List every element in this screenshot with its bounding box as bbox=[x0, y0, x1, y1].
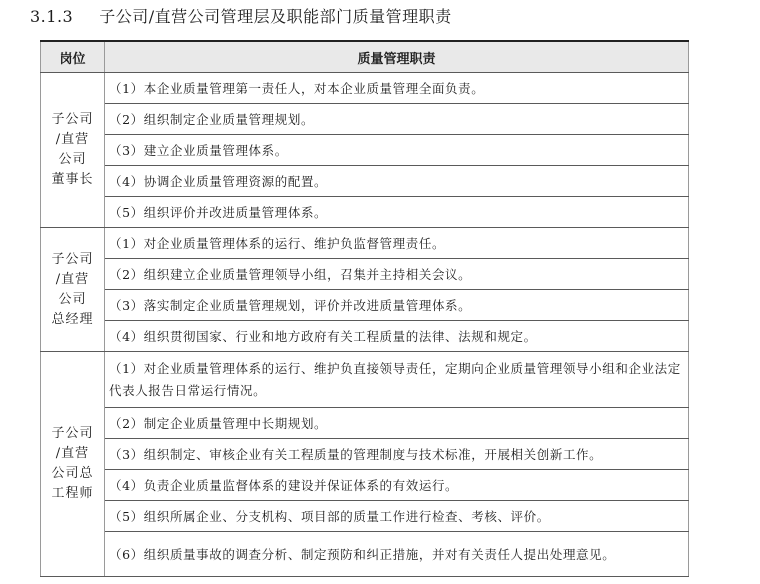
duty-cell: （3）落实制定企业质量管理规划，评价并改进质量管理体系。 bbox=[105, 290, 689, 321]
duty-cell: （2）组织制定企业质量管理规划。 bbox=[105, 104, 689, 135]
table-row bbox=[41, 439, 689, 470]
role-line: 公司总 bbox=[51, 466, 94, 481]
duty-cell: （4）组织贯彻国家、行业和地方政府有关工程质量的法律、法规和规定。 bbox=[105, 321, 689, 352]
role-line: /直营 bbox=[55, 446, 90, 461]
duty-cell: （5）组织所属企业、分支机构、项目部的质量工作进行检查、考核、评价。 bbox=[105, 501, 689, 532]
role-line: 工程师 bbox=[51, 486, 94, 501]
table-row bbox=[41, 501, 689, 532]
role-line: /直营 bbox=[55, 132, 90, 147]
table-row bbox=[41, 290, 689, 321]
table-row bbox=[41, 259, 689, 290]
section-number: 3.1.3 bbox=[30, 7, 74, 26]
role-line: 董事长 bbox=[51, 172, 94, 187]
duty-cell: （4）协调企业质量管理资源的配置。 bbox=[105, 166, 689, 197]
duty-cell: （3）建立企业质量管理体系。 bbox=[105, 135, 689, 166]
role-line: 公司 bbox=[58, 291, 87, 307]
duty-cell: （4）负责企业质量监督体系的建设并保证体系的有效运行。 bbox=[105, 470, 689, 501]
table-row bbox=[41, 352, 689, 408]
role-line: 子公司 bbox=[51, 112, 94, 127]
table-header-row bbox=[41, 41, 689, 73]
table-row bbox=[41, 470, 689, 501]
role-cell-chief-engineer bbox=[41, 352, 105, 577]
role-line: 公司 bbox=[58, 152, 87, 167]
section-heading bbox=[30, 3, 452, 31]
table-row bbox=[41, 197, 689, 228]
table-row bbox=[41, 135, 689, 166]
duty-cell: （1）本企业质量管理第一责任人，对本企业质量管理全面负责。 bbox=[105, 73, 689, 104]
duty-cell: （1）对企业质量管理体系的运行、维护负直接领导责任，定期向企业质量管理领导小组和企业法定代表人报告日常运行情况。 bbox=[105, 352, 689, 408]
duty-cell: （3）组织制定、审核企业有关工程质量的管理制度与技术标准，开展相关创新工作。 bbox=[105, 439, 689, 470]
role-cell-general-manager bbox=[41, 228, 105, 352]
duty-cell: （2）组织建立企业质量管理领导小组，召集并主持相关会议。 bbox=[105, 259, 689, 290]
role-line: /直营 bbox=[55, 271, 90, 287]
role-cell-chairman bbox=[41, 73, 105, 228]
table-row bbox=[41, 104, 689, 135]
table-row bbox=[41, 228, 689, 259]
responsibility-table bbox=[40, 40, 689, 577]
duties-header: 质量管理职责 bbox=[105, 41, 689, 73]
table-row bbox=[41, 166, 689, 197]
duty-cell: （1）对企业质量管理体系的运行、维护负监督管理责任。 bbox=[105, 228, 689, 259]
table-row bbox=[41, 408, 689, 439]
section-title: 子公司/直营公司管理层及职能部门质量管理职责 bbox=[99, 7, 452, 26]
table-row bbox=[41, 532, 689, 577]
role-line: 子公司 bbox=[51, 251, 94, 267]
table-row bbox=[41, 73, 689, 104]
duty-cell: （5）组织评价并改进质量管理体系。 bbox=[105, 197, 689, 228]
position-header: 岗位 bbox=[41, 41, 105, 73]
role-line: 子公司 bbox=[51, 426, 94, 441]
table-row bbox=[41, 321, 689, 352]
role-line: 总经理 bbox=[51, 311, 94, 327]
duty-cell: （2）制定企业质量管理中长期规划。 bbox=[105, 408, 689, 439]
duty-cell: （6）组织质量事故的调查分析、制定预防和纠正措施，并对有关责任人提出处理意见。 bbox=[105, 532, 689, 577]
